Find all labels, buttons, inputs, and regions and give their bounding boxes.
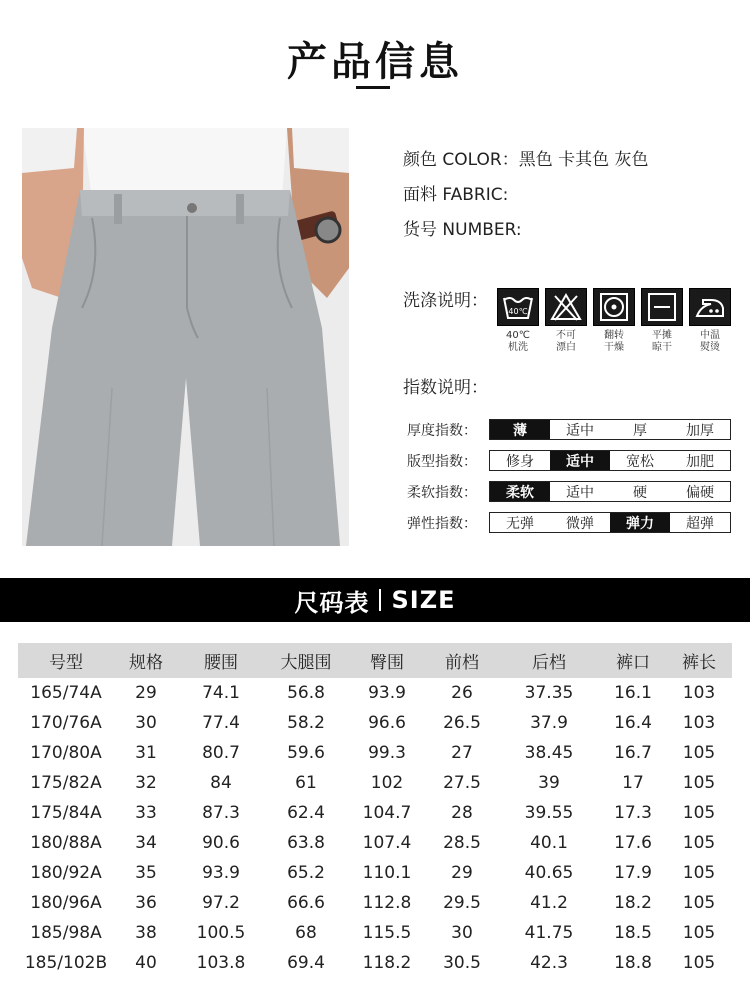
table-cell: 185/98A bbox=[30, 923, 102, 943]
index-scale bbox=[489, 481, 731, 502]
table-cell: 175/84A bbox=[30, 803, 102, 823]
table-cell: 100.5 bbox=[196, 923, 246, 943]
index-option: 宽松 bbox=[626, 453, 654, 470]
table-cell: 31 bbox=[135, 743, 157, 763]
index-row-name: 柔软指数： bbox=[407, 484, 477, 501]
table-cell: 105 bbox=[682, 773, 716, 793]
table-cell: 41.75 bbox=[524, 923, 574, 943]
index-scale bbox=[489, 512, 731, 533]
care-item-bleach bbox=[545, 288, 587, 354]
care-item-wash bbox=[497, 288, 539, 354]
table-cell: 38 bbox=[135, 923, 157, 943]
table-cell: 35 bbox=[135, 863, 157, 883]
table-cell: 18.2 bbox=[614, 893, 652, 913]
index-row-name: 版型指数： bbox=[407, 453, 477, 470]
index-option: 无弹 bbox=[506, 515, 534, 532]
index-option: 适中 bbox=[566, 484, 594, 501]
table-cell: 27 bbox=[451, 743, 473, 763]
table-row bbox=[18, 798, 732, 828]
table-cell: 80.7 bbox=[202, 743, 240, 763]
table-cell: 29 bbox=[451, 863, 473, 883]
table-cell: 105 bbox=[682, 803, 716, 823]
color-info: 颜色 COLOR：黑色 卡其色 灰色 bbox=[403, 150, 649, 170]
care-caption: 平摊 bbox=[652, 330, 672, 341]
table-cell: 28 bbox=[451, 803, 473, 823]
table-cell: 36 bbox=[135, 893, 157, 913]
no-bleach-icon bbox=[545, 288, 587, 326]
table-cell: 87.3 bbox=[202, 803, 240, 823]
table-cell: 40.1 bbox=[530, 833, 568, 853]
table-cell: 105 bbox=[682, 833, 716, 853]
table-cell: 65.2 bbox=[287, 863, 325, 883]
table-cell: 103 bbox=[682, 713, 716, 733]
size-table bbox=[18, 643, 732, 978]
title-underline bbox=[356, 86, 390, 89]
table-cell: 17 bbox=[622, 773, 644, 793]
table-cell: 26.5 bbox=[443, 713, 481, 733]
table-cell: 34 bbox=[135, 833, 157, 853]
index-row bbox=[407, 481, 731, 502]
number-info: 货号 NUMBER: bbox=[403, 220, 522, 240]
size-table-header-cell: 号型 bbox=[18, 643, 114, 678]
size-table-header-cell: 规格 bbox=[114, 643, 178, 678]
table-cell: 77.4 bbox=[202, 713, 240, 733]
care-icons bbox=[497, 288, 731, 354]
index-option: 适中 bbox=[566, 422, 594, 439]
table-row bbox=[18, 768, 732, 798]
table-cell: 84 bbox=[210, 773, 232, 793]
table-cell: 185/102B bbox=[24, 953, 108, 973]
size-table-header-cell: 前档 bbox=[426, 643, 498, 678]
index-row-name: 厚度指数： bbox=[407, 422, 477, 439]
svg-text:40℃: 40℃ bbox=[508, 307, 528, 316]
table-cell: 180/92A bbox=[30, 863, 102, 883]
tumble-dry-icon bbox=[593, 288, 635, 326]
index-row bbox=[407, 419, 731, 440]
index-option: 厚 bbox=[633, 422, 647, 439]
index-option: 加厚 bbox=[686, 422, 714, 439]
index-label: 指数说明： bbox=[403, 378, 488, 398]
table-cell: 105 bbox=[682, 953, 716, 973]
table-cell: 74.1 bbox=[202, 683, 240, 703]
table-cell: 102 bbox=[370, 773, 404, 793]
table-cell: 29 bbox=[135, 683, 157, 703]
size-banner bbox=[0, 578, 750, 622]
care-caption: 晾干 bbox=[652, 342, 672, 353]
index-option: 加肥 bbox=[686, 453, 714, 470]
table-cell: 28.5 bbox=[443, 833, 481, 853]
table-cell: 18.5 bbox=[614, 923, 652, 943]
table-cell: 105 bbox=[682, 743, 716, 763]
table-cell: 40.65 bbox=[524, 863, 574, 883]
table-cell: 29.5 bbox=[443, 893, 481, 913]
care-caption: 翻转 bbox=[604, 330, 624, 341]
table-cell: 17.6 bbox=[614, 833, 652, 853]
table-cell: 37.35 bbox=[524, 683, 574, 703]
index-scale bbox=[489, 450, 731, 471]
table-row bbox=[18, 948, 732, 978]
table-cell: 41.2 bbox=[530, 893, 568, 913]
table-row bbox=[18, 678, 732, 708]
index-option-selected: 适中 bbox=[550, 451, 610, 470]
size-banner-cn: 尺码表 bbox=[294, 588, 370, 617]
table-cell: 66.6 bbox=[287, 893, 325, 913]
table-row bbox=[18, 918, 732, 948]
table-cell: 40 bbox=[135, 953, 157, 973]
size-table-header-cell: 大腿围 bbox=[264, 643, 348, 678]
table-cell: 96.6 bbox=[368, 713, 406, 733]
size-banner-divider bbox=[379, 589, 381, 611]
table-cell: 59.6 bbox=[287, 743, 325, 763]
table-cell: 93.9 bbox=[202, 863, 240, 883]
wash-40-icon bbox=[497, 288, 539, 326]
table-cell: 170/76A bbox=[30, 713, 102, 733]
table-cell: 39.55 bbox=[524, 803, 574, 823]
fabric-info: 面料 FABRIC: bbox=[403, 185, 509, 205]
table-cell: 30 bbox=[451, 923, 473, 943]
table-cell: 90.6 bbox=[202, 833, 240, 853]
table-cell: 107.4 bbox=[362, 833, 412, 853]
table-row bbox=[18, 888, 732, 918]
product-photo bbox=[22, 128, 349, 546]
care-item-tumble bbox=[593, 288, 635, 354]
table-cell: 104.7 bbox=[362, 803, 412, 823]
table-cell: 61 bbox=[295, 773, 317, 793]
table-cell: 26 bbox=[451, 683, 473, 703]
table-cell: 32 bbox=[135, 773, 157, 793]
index-option-selected: 柔软 bbox=[490, 482, 550, 501]
table-cell: 170/80A bbox=[30, 743, 102, 763]
table-cell: 105 bbox=[682, 863, 716, 883]
table-cell: 103 bbox=[682, 683, 716, 703]
care-item-flat bbox=[641, 288, 683, 354]
table-cell: 175/82A bbox=[30, 773, 102, 793]
size-banner-en: SIZE bbox=[391, 586, 456, 614]
table-cell: 62.4 bbox=[287, 803, 325, 823]
table-cell: 97.2 bbox=[202, 893, 240, 913]
index-option-selected: 薄 bbox=[490, 420, 550, 439]
table-cell: 17.3 bbox=[614, 803, 652, 823]
table-cell: 30.5 bbox=[443, 953, 481, 973]
table-cell: 112.8 bbox=[362, 893, 412, 913]
care-caption: 中温 bbox=[700, 330, 720, 341]
table-cell: 68 bbox=[295, 923, 317, 943]
table-row bbox=[18, 738, 732, 768]
pants-illustration bbox=[22, 128, 349, 546]
table-cell: 180/96A bbox=[30, 893, 102, 913]
size-table-header-cell: 裤长 bbox=[666, 643, 732, 678]
care-label: 洗涤说明： bbox=[403, 291, 488, 311]
table-row bbox=[18, 828, 732, 858]
table-cell: 105 bbox=[682, 893, 716, 913]
table-cell: 16.4 bbox=[614, 713, 652, 733]
table-cell: 105 bbox=[682, 923, 716, 943]
table-cell: 38.45 bbox=[524, 743, 574, 763]
index-option: 超弹 bbox=[686, 515, 714, 532]
table-cell: 99.3 bbox=[368, 743, 406, 763]
table-cell: 58.2 bbox=[287, 713, 325, 733]
care-caption: 不可 bbox=[556, 330, 576, 341]
index-option-selected: 弹力 bbox=[610, 513, 670, 532]
page-title: 产品信息 bbox=[287, 39, 463, 85]
iron-icon bbox=[689, 288, 731, 326]
table-cell: 165/74A bbox=[30, 683, 102, 703]
table-cell: 42.3 bbox=[530, 953, 568, 973]
flat-dry-icon bbox=[641, 288, 683, 326]
index-scale bbox=[489, 419, 731, 440]
table-cell: 180/88A bbox=[30, 833, 102, 853]
table-cell: 30 bbox=[135, 713, 157, 733]
table-cell: 39 bbox=[538, 773, 560, 793]
size-table-header-cell: 腰围 bbox=[178, 643, 264, 678]
index-option: 修身 bbox=[506, 453, 534, 470]
table-cell: 110.1 bbox=[362, 863, 412, 883]
index-row bbox=[407, 450, 731, 471]
care-item-iron bbox=[689, 288, 731, 354]
table-cell: 33 bbox=[135, 803, 157, 823]
care-caption: 40℃ bbox=[506, 330, 530, 341]
table-cell: 103.8 bbox=[196, 953, 246, 973]
table-cell: 18.8 bbox=[614, 953, 652, 973]
size-table-header-cell: 臀围 bbox=[348, 643, 426, 678]
care-caption: 漂白 bbox=[556, 342, 576, 353]
table-cell: 118.2 bbox=[362, 953, 412, 973]
index-option: 硬 bbox=[633, 484, 647, 501]
table-cell: 17.9 bbox=[614, 863, 652, 883]
care-caption: 机洗 bbox=[508, 342, 528, 353]
table-cell: 37.9 bbox=[530, 713, 568, 733]
index-option: 偏硬 bbox=[686, 484, 714, 501]
index-row-name: 弹性指数： bbox=[407, 515, 477, 532]
care-caption: 干燥 bbox=[604, 342, 624, 353]
size-table-header-cell: 裤口 bbox=[600, 643, 666, 678]
table-cell: 63.8 bbox=[287, 833, 325, 853]
table-cell: 27.5 bbox=[443, 773, 481, 793]
table-row bbox=[18, 708, 732, 738]
size-table-header bbox=[18, 643, 732, 678]
table-cell: 93.9 bbox=[368, 683, 406, 703]
care-caption: 熨烫 bbox=[700, 342, 720, 353]
index-option: 微弹 bbox=[566, 515, 594, 532]
index-row bbox=[407, 512, 731, 533]
table-cell: 16.7 bbox=[614, 743, 652, 763]
table-cell: 16.1 bbox=[614, 683, 652, 703]
size-table-header-cell: 后档 bbox=[498, 643, 600, 678]
table-cell: 56.8 bbox=[287, 683, 325, 703]
table-cell: 115.5 bbox=[362, 923, 412, 943]
table-row bbox=[18, 858, 732, 888]
table-cell: 69.4 bbox=[287, 953, 325, 973]
